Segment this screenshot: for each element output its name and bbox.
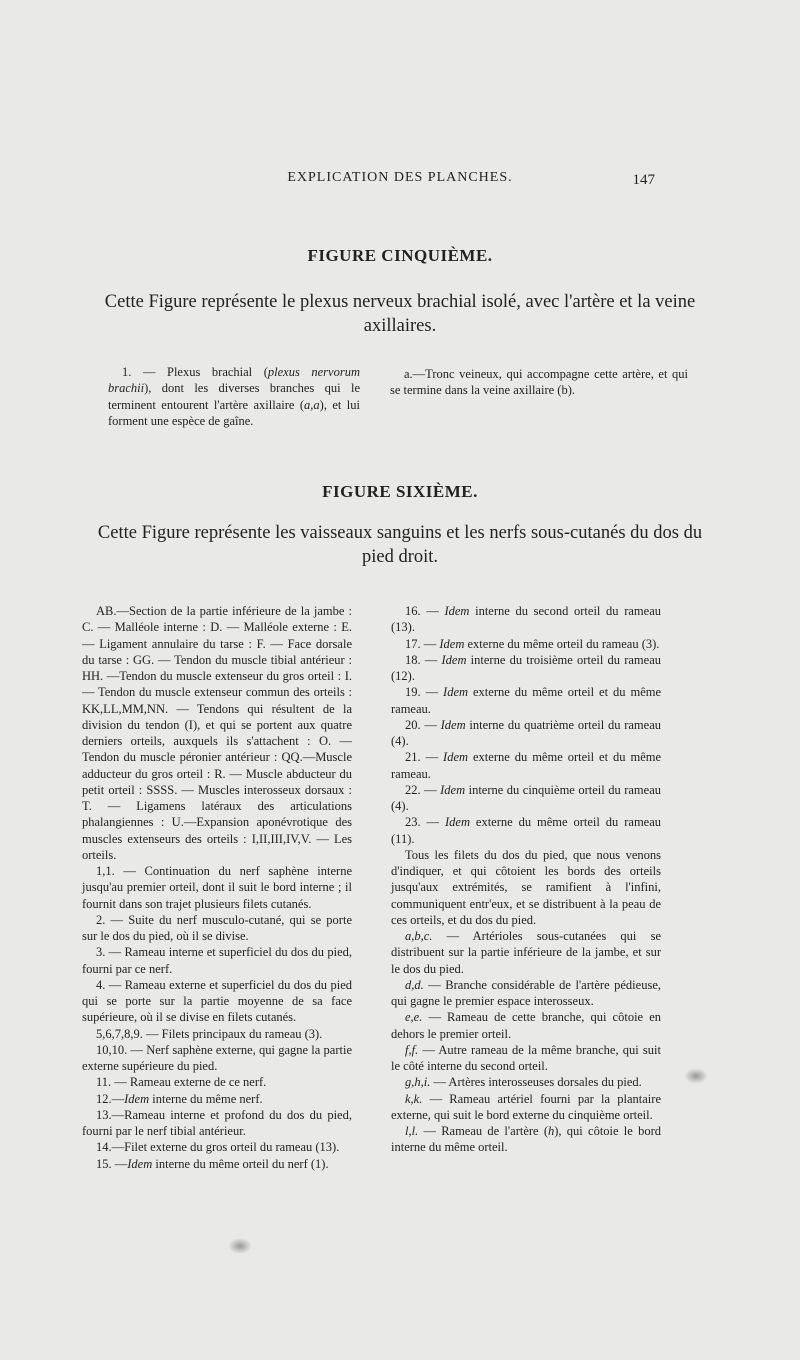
legend-entry: 11. — Rameau externe de ce nerf. [96,1075,267,1090]
figure-5-right-column [390,366,688,399]
figure-6-description: Cette Figure représente les vaisseaux sanguins et les nerfs sous-cutanés du dos du pied droit. [97,523,703,567]
figure-5-title: FIGURE CINQUIÈME. [307,246,493,265]
legend-entry: e,e. — Rameau de cette branche, qui côtoie en dehors le premier orteil. [391,1010,661,1041]
legend-entry: 4. — Rameau externe et superficiel du dos du pied qui se porte sur la partie moyenne de sa face supérieure, où il se divise en filets cutanés. [82,977,352,1025]
running-head: EXPLICATION DES PLANCHES. [287,170,513,185]
legend-entry: 14.—Filet externe du gros orteil du rameau (13). [96,1140,340,1155]
legend-entry: 1,1. — Continuation du nerf saphène interne jusqu'au premier orteil, dont il suit le bord interne ; il fournit dans son trajet plusieurs filets cutanés. [82,864,352,911]
legend-entry: l,l. — Rameau de l'artère (h), qui côtoie le bord interne du même orteil. [391,1124,661,1155]
figure-6-left-column [82,603,352,1172]
figure-6-title: FIGURE SIXIÈME. [322,482,478,501]
legend-entry: 16. — Idem interne du second orteil du rameau (13). [391,604,662,635]
legend-entry: 1. — Plexus brachial (plexus nervorum brachii), dont les diverses branches qui le terminent entourent l'artère axillaire (a,a), et lui forment une espèce de gaîne. [108,365,360,428]
figure-6-right-column [391,603,661,1156]
legend-entry: f,f. — Autre rameau de la même branche, qui suit le côté interne du second orteil. [391,1042,661,1073]
figure-5-left-column [108,364,360,429]
legend-entry: 21. — Idem externe du même orteil et du même rameau. [391,750,662,781]
legend-entry: k,k. — Rameau artériel fourni par la plantaire externe, qui suit le bord externe du cinquième orteil. [391,1091,661,1122]
legend-entry: 20. — Idem interne du quatrième orteil du rameau (4). [391,717,662,748]
legend-entry: 15. —Idem interne du même orteil du nerf (1). [96,1156,329,1171]
legend-entry: 3. — Rameau interne et superficiel du dos du pied, fourni par ce nerf. [82,945,352,976]
legend-entry: 23. — Idem externe du même orteil du rameau (11). [391,815,662,846]
paper-speck [684,1068,708,1084]
figure-5-description: Cette Figure représente le plexus nerveux brachial isolé, avec l'artère et la veine axillaires. [104,292,696,336]
legend-entry: 17. — Idem externe du même orteil du rameau (3). [405,636,660,651]
page-number: 147 [632,172,655,188]
legend-entry: AB.—Section de la partie inférieure de la jambe : C. — Malléole interne : D. — Malléole externe : E. — Ligament annulaire du tarse : F. — Face dorsale du tarse : GG. — Tendon du muscle tibial antérieur : HH. —Tendon du muscle extenseur du gros orteil : I.— Tendon du muscle extenseur commun des orteils : KK,LL,MM,NN. — Tendons qui résultent de la division du tendon (I), et qui se portent aux quatre derniers orteils, auxquels ils s'attachent : O. — Tendon du muscle péronier antérieur : QQ.—Muscle adducteur du gros orteil : R. — Muscle abducteur du petit orteil : SSSS. — Muscles interosseux dorsaux : T. — Ligamens latéraux des articulations phalangiennes : U.—Expansion aponévrotique des muscles extenseurs des orteils : I,II,III,IV,V. — Les orteils. [82,604,352,862]
legend-entry: d,d. — Branche considérable de l'artère pédieuse, qui gagne le premier espace interosseux. [391,977,661,1008]
legend-entry: 10,10. — Nerf saphène externe, qui gagne la partie externe supérieure du pied. [82,1042,352,1073]
legend-entry: g,h,i. — Artères interosseuses dorsales du pied. [405,1075,642,1090]
legend-entry: 18. — Idem interne du troisième orteil du rameau (12). [391,652,661,683]
legend-entry: 5,6,7,8,9. — Filets principaux du rameau (3). [96,1026,323,1041]
legend-paragraph: Tous les filets du dos du pied, que nous venons d'indiquer, et qui côtoient les bords des orteils jusqu'aux extrémités, se ramifient à l'infini, communiquent entr'eux, et se distribuent à la peau de ces orteils, et du dos du pied. [391,847,661,927]
paper-speck [228,1238,252,1254]
legend-entry: 19. — Idem externe du même orteil et du même rameau. [391,685,662,716]
legend-entry: 2. — Suite du nerf musculo-cutané, qui se porte sur le dos du pied, où il se divise. [82,912,352,943]
legend-entry: 13.—Rameau interne et profond du dos du pied, fourni par le nerf tibial antérieur. [82,1107,352,1138]
legend-entry: 22. — Idem interne du cinquième orteil du rameau (4). [391,782,661,813]
legend-entry: a,b,c. — Artérioles sous-cutanées qui se distribuent sur la partie inférieure de la jambe, et sur le dos du pied. [391,929,661,976]
legend-entry: a.—Tronc veineux, qui accompagne cette artère, et qui se termine dans la veine axillaire (b). [390,367,688,398]
legend-entry: 12.—Idem interne du même nerf. [96,1091,263,1106]
